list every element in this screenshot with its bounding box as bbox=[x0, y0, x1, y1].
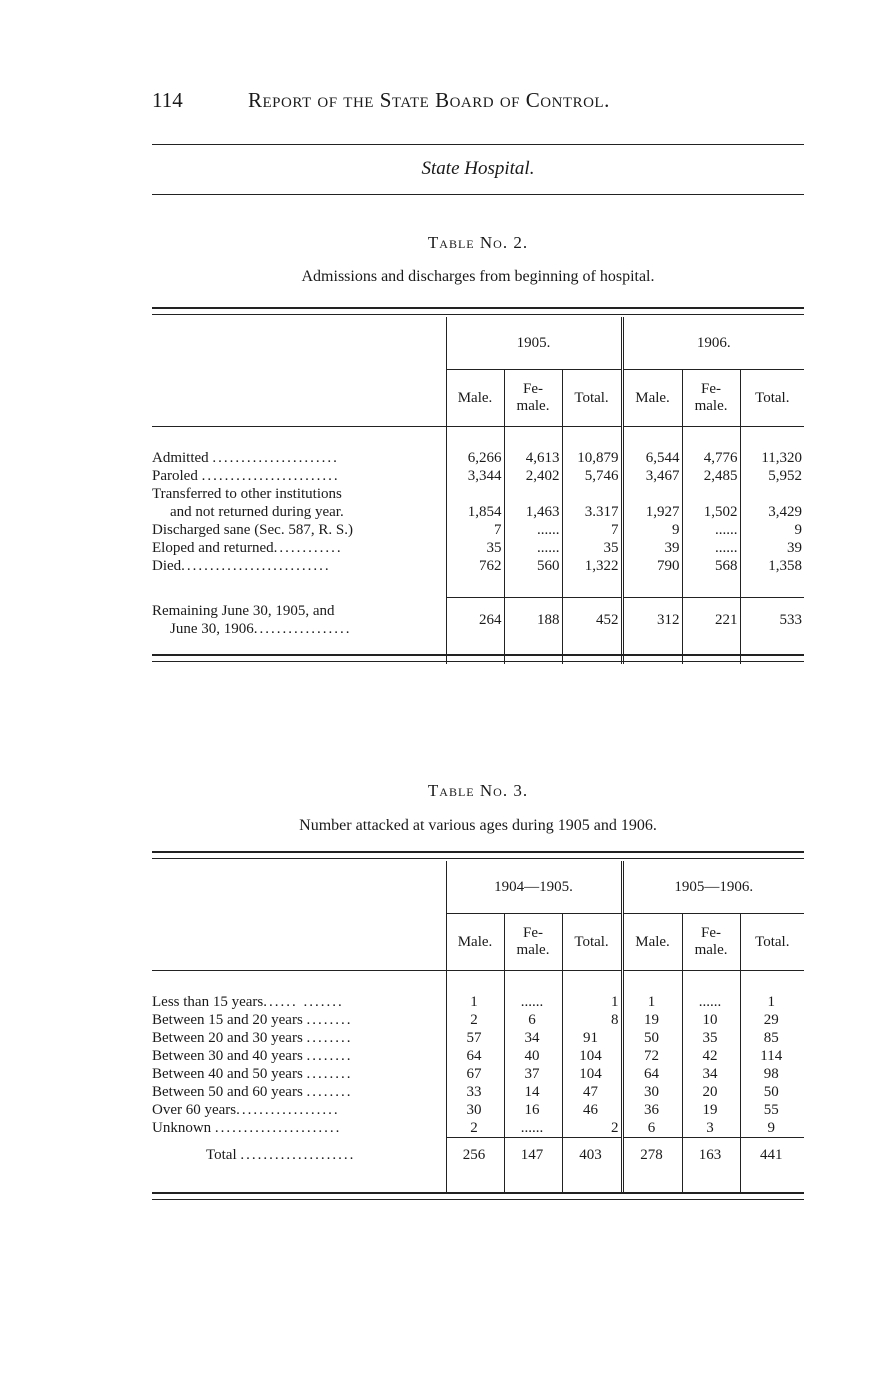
cell: 6,544 bbox=[622, 449, 682, 467]
row-label: Between 15 and 20 years ........ bbox=[152, 1012, 353, 1028]
cell: 39 bbox=[740, 539, 804, 557]
cell: 20 bbox=[682, 1083, 740, 1101]
cell: ...... bbox=[682, 521, 740, 539]
cell: 1,502 bbox=[682, 485, 740, 521]
table2-col-male: Male. bbox=[622, 370, 682, 427]
cell: 163 bbox=[682, 1138, 740, 1172]
cell: 14 bbox=[504, 1083, 562, 1101]
cell: 30 bbox=[446, 1101, 504, 1119]
table3-title: Table No. 3. bbox=[427, 781, 529, 800]
cell: 50 bbox=[740, 1083, 804, 1101]
row-label: Discharged sane (Sec. 587, R. S.) bbox=[152, 522, 353, 538]
cell: 3 bbox=[682, 1119, 740, 1138]
table3-bottom-rule bbox=[152, 1192, 804, 1200]
cell: 64 bbox=[446, 1047, 504, 1065]
cell: ...... bbox=[504, 539, 562, 557]
cell: 147 bbox=[504, 1138, 562, 1172]
table-row bbox=[152, 467, 804, 485]
cell: 1,854 bbox=[446, 485, 504, 521]
cell: 533 bbox=[740, 598, 804, 643]
row-label: Eloped and returned............ bbox=[152, 540, 343, 556]
table3-subtitle: Number attacked at various ages during 1905 and 1906. bbox=[299, 817, 657, 834]
cell: 16 bbox=[504, 1101, 562, 1119]
cell: 46 bbox=[562, 1101, 622, 1119]
table3-col-male: Male. bbox=[446, 914, 504, 971]
cell: ...... bbox=[682, 993, 740, 1011]
row-label: Between 40 and 50 years ........ bbox=[152, 1066, 353, 1082]
running-title: Report of the State Board of Control. bbox=[248, 88, 610, 112]
cell: 2 bbox=[562, 1119, 622, 1138]
cell: 34 bbox=[504, 1029, 562, 1047]
cell: 312 bbox=[622, 598, 682, 643]
cell: 1 bbox=[562, 993, 622, 1011]
cell: 50 bbox=[622, 1029, 682, 1047]
cell: 2,402 bbox=[504, 467, 562, 485]
table-row bbox=[152, 485, 804, 521]
cell: 42 bbox=[682, 1047, 740, 1065]
cell: 6,266 bbox=[446, 449, 504, 467]
header-rule bbox=[152, 144, 804, 145]
cell: 1,322 bbox=[562, 557, 622, 575]
cell: 57 bbox=[446, 1029, 504, 1047]
cell: 64 bbox=[622, 1065, 682, 1083]
table3-col-female: Fe- male. bbox=[504, 914, 562, 971]
cell: 1,358 bbox=[740, 557, 804, 575]
table2-title: Table No. 2. bbox=[427, 233, 529, 252]
cell: 5,952 bbox=[740, 467, 804, 485]
cell: 29 bbox=[740, 1011, 804, 1029]
table-row bbox=[152, 598, 804, 643]
table2-col-female: Fe- male. bbox=[682, 370, 740, 427]
cell: ...... bbox=[504, 1119, 562, 1138]
cell: 3,429 bbox=[740, 485, 804, 521]
cell: 2,485 bbox=[682, 467, 740, 485]
table3-top-rule bbox=[152, 851, 804, 859]
cell: 98 bbox=[740, 1065, 804, 1083]
cell: 4,613 bbox=[504, 449, 562, 467]
cell: 278 bbox=[622, 1138, 682, 1172]
cell: 104 bbox=[562, 1065, 622, 1083]
row-label: Remaining June 30, 1905, and June 30, 1906................. bbox=[152, 602, 352, 637]
table2-year-1905: 1905. bbox=[446, 317, 622, 370]
table2-col-female: Fe- male. bbox=[504, 370, 562, 427]
cell: 762 bbox=[446, 557, 504, 575]
cell: 10,879 bbox=[562, 449, 622, 467]
table3-col-female: Fe- male. bbox=[682, 914, 740, 971]
table2-year-1906: 1906. bbox=[622, 317, 804, 370]
section-rule bbox=[152, 194, 804, 195]
cell: 1 bbox=[446, 993, 504, 1011]
cell: 403 bbox=[562, 1138, 622, 1172]
row-label: Between 50 and 60 years ........ bbox=[152, 1084, 353, 1100]
cell: 6 bbox=[504, 1011, 562, 1029]
cell: 19 bbox=[682, 1101, 740, 1119]
cell: 55 bbox=[740, 1101, 804, 1119]
cell: 4,776 bbox=[682, 449, 740, 467]
page-number: 114 bbox=[152, 88, 183, 112]
table-row bbox=[152, 557, 804, 575]
row-label: Between 20 and 30 years ........ bbox=[152, 1030, 353, 1046]
cell: 104 bbox=[562, 1047, 622, 1065]
cell: 35 bbox=[562, 539, 622, 557]
cell: 39 bbox=[622, 539, 682, 557]
cell: 40 bbox=[504, 1047, 562, 1065]
row-label: Transferred to other institutions and not returned during year. bbox=[152, 486, 344, 520]
table2-col-male: Male. bbox=[446, 370, 504, 427]
row-label: Admitted ...................... bbox=[152, 450, 339, 466]
cell: 256 bbox=[446, 1138, 504, 1172]
table-row bbox=[152, 1011, 804, 1029]
table3-col-total: Total. bbox=[740, 914, 804, 971]
cell: 67 bbox=[446, 1065, 504, 1083]
cell: 19 bbox=[622, 1011, 682, 1029]
cell: 85 bbox=[740, 1029, 804, 1047]
row-label: Paroled ........................ bbox=[152, 468, 340, 484]
cell: 188 bbox=[504, 598, 562, 643]
cell: 560 bbox=[504, 557, 562, 575]
table-row bbox=[152, 539, 804, 557]
table-row bbox=[152, 1138, 804, 1172]
table-row bbox=[152, 449, 804, 467]
cell: 7 bbox=[562, 521, 622, 539]
cell: 7 bbox=[446, 521, 504, 539]
table2-subtitle: Admissions and discharges from beginning of hospital. bbox=[301, 268, 655, 285]
cell: 1,927 bbox=[622, 485, 682, 521]
cell: 3,467 bbox=[622, 467, 682, 485]
cell: 1,463 bbox=[504, 485, 562, 521]
cell: 35 bbox=[446, 539, 504, 557]
cell: 790 bbox=[622, 557, 682, 575]
table2-col-total: Total. bbox=[562, 370, 622, 427]
cell: 568 bbox=[682, 557, 740, 575]
row-label: Unknown ...................... bbox=[152, 1120, 342, 1137]
cell: 34 bbox=[682, 1065, 740, 1083]
table2-stub-head bbox=[152, 317, 446, 427]
table3-stub-head bbox=[152, 861, 446, 971]
cell: 91 bbox=[562, 1029, 622, 1047]
row-label: Died.......................... bbox=[152, 558, 331, 574]
cell: 33 bbox=[446, 1083, 504, 1101]
cell: ...... bbox=[682, 539, 740, 557]
table-row bbox=[152, 1101, 804, 1119]
cell: 6 bbox=[622, 1119, 682, 1138]
table-row bbox=[152, 993, 804, 1011]
cell: 30 bbox=[622, 1083, 682, 1101]
table-row bbox=[152, 1119, 804, 1138]
cell: 5,746 bbox=[562, 467, 622, 485]
table-row bbox=[152, 1029, 804, 1047]
cell: 9 bbox=[622, 521, 682, 539]
cell: ...... bbox=[504, 993, 562, 1011]
table2-col-total: Total. bbox=[740, 370, 804, 427]
table2-top-rule bbox=[152, 307, 804, 315]
table-row bbox=[152, 1083, 804, 1101]
cell: 452 bbox=[562, 598, 622, 643]
table3 bbox=[152, 861, 804, 1194]
cell: 36 bbox=[622, 1101, 682, 1119]
table-row bbox=[152, 1047, 804, 1065]
cell: 2 bbox=[446, 1119, 504, 1138]
cell: 8 bbox=[562, 1011, 622, 1029]
cell: 11,320 bbox=[740, 449, 804, 467]
cell: 9 bbox=[740, 521, 804, 539]
table3-year-1905: 1904—1905. bbox=[446, 861, 622, 914]
cell: 9 bbox=[740, 1119, 804, 1138]
cell: 221 bbox=[682, 598, 740, 643]
cell: 35 bbox=[682, 1029, 740, 1047]
table-row bbox=[152, 521, 804, 539]
cell: 264 bbox=[446, 598, 504, 643]
cell: 2 bbox=[446, 1011, 504, 1029]
cell: 3.317 bbox=[562, 485, 622, 521]
cell: 3,344 bbox=[446, 467, 504, 485]
cell: 114 bbox=[740, 1047, 804, 1065]
row-label: Total .................... bbox=[206, 1146, 356, 1163]
cell: 37 bbox=[504, 1065, 562, 1083]
cell: 441 bbox=[740, 1138, 804, 1172]
cell: 1 bbox=[740, 993, 804, 1011]
row-label: Over 60 years.................. bbox=[152, 1102, 340, 1118]
row-label: Between 30 and 40 years ........ bbox=[152, 1048, 353, 1064]
section-title: State Hospital. bbox=[421, 158, 535, 179]
cell: 47 bbox=[562, 1083, 622, 1101]
table2-bottom-rule bbox=[152, 654, 804, 662]
table3-col-male: Male. bbox=[622, 914, 682, 971]
table3-col-total: Total. bbox=[562, 914, 622, 971]
cell: 1 bbox=[622, 993, 682, 1011]
cell: 10 bbox=[682, 1011, 740, 1029]
page-header bbox=[152, 86, 804, 120]
row-label: Less than 15 years...... ....... bbox=[152, 994, 344, 1010]
cell: 72 bbox=[622, 1047, 682, 1065]
cell: ...... bbox=[504, 521, 562, 539]
table3-year-1906: 1905—1906. bbox=[622, 861, 804, 914]
table2 bbox=[152, 317, 804, 664]
table-row bbox=[152, 1065, 804, 1083]
